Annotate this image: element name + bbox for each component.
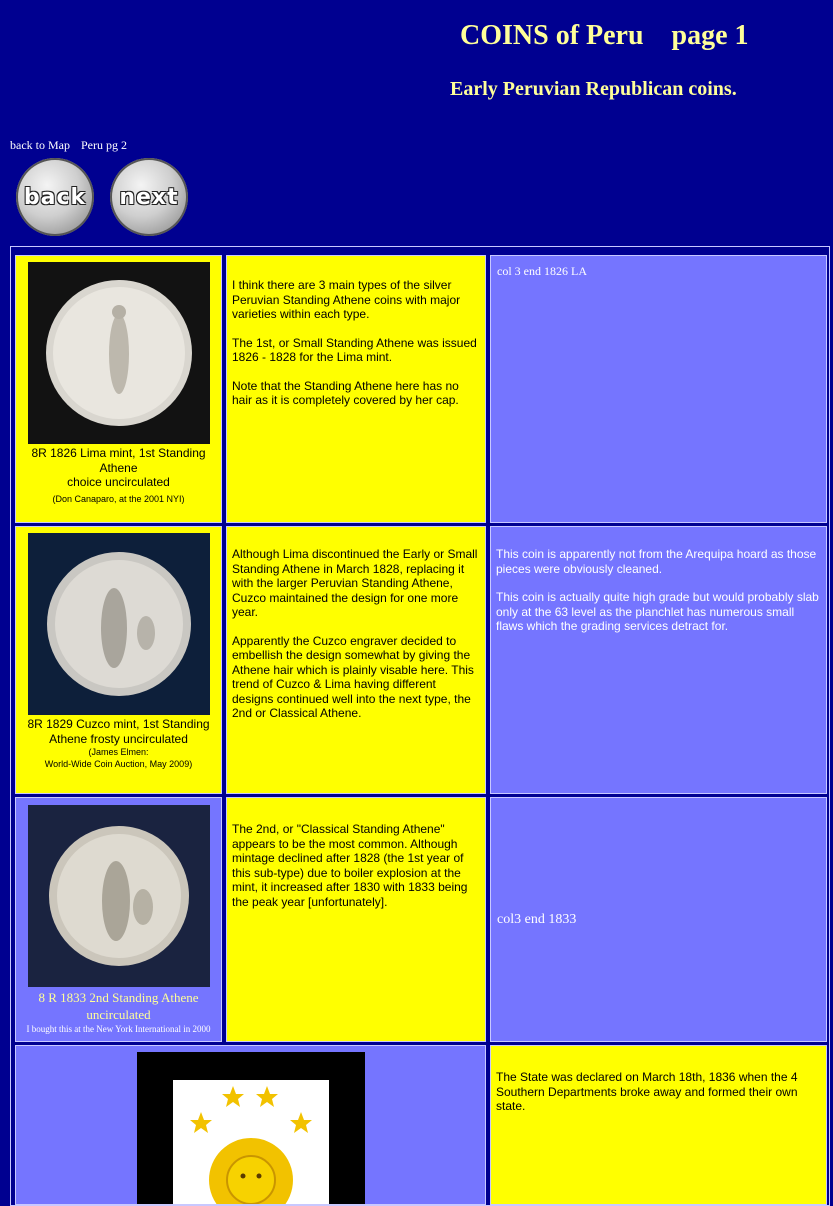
back-to-map-link[interactable]: back to Map	[10, 138, 70, 152]
row4-col3-text: The State was declared on March 18th, 1836 when the 4 Southern Departments broke away and formed their own state.	[496, 1070, 798, 1113]
back-coin-button[interactable]: back	[16, 158, 94, 236]
row3-desc-cell	[226, 797, 486, 1042]
nav-links	[10, 138, 135, 153]
row2-col3-p2: This coin is actually quite high grade but would probably slab only at the 63 level as the planchlet has numerous small flaws which the grading services detract for.	[496, 590, 819, 633]
next-coin-button[interactable]: next	[110, 158, 188, 236]
row1-image-cell	[15, 255, 222, 523]
coin-1826-lima-photo	[28, 262, 210, 444]
row2-desc-p1: Although Lima discontinued the Early or Small Standing Athene in March 1828, replacing it with the larger Peruvian Standing Athene, Cuzco maintained the design for one more year.	[232, 547, 478, 619]
page-title: COINS of Peru page 1	[460, 20, 749, 51]
row1-credit: (Don Canaparo, at the 2001 NYI)	[52, 493, 185, 504]
row1-desc-cell	[226, 255, 486, 523]
row2-desc-cell	[226, 526, 486, 794]
row1-desc-p3: Note that the Standing Athene here has no hair as it is completely covered by her cap.	[232, 378, 459, 407]
row2-credit-2: World-Wide Coin Auction, May 2009)	[44, 759, 193, 769]
row2-col3-cell	[490, 526, 827, 794]
coin-1829-cuzco-photo	[28, 533, 210, 715]
row3-caption: 8 R 1833 2nd Standing Athene uncirculated	[38, 990, 199, 1022]
row2-credit-1: (James Elmen:	[88, 747, 149, 757]
row3-credit: I bought this at the New York International in 2000	[26, 1024, 211, 1034]
row3-image-cell	[15, 797, 222, 1042]
row4-col3-cell	[490, 1045, 827, 1205]
row4-image-cell	[15, 1045, 486, 1205]
row2-caption: 8R 1829 Cuzco mint, 1st Standing Athene frosty uncirculated	[27, 717, 210, 746]
coin-table	[10, 246, 830, 1206]
row1-caption-grade: choice uncirculated	[67, 475, 170, 489]
row3-col3-cell	[490, 797, 827, 1042]
coin-1833-photo	[28, 805, 210, 987]
peru-pg2-link[interactable]: Peru pg 2	[80, 138, 127, 152]
row2-image-cell	[15, 526, 222, 794]
row3-col3-text: col3 end 1833	[497, 911, 577, 927]
row2-col3-p1: This coin is apparently not from the Arequipa hoard as those pieces were obviously cleaned.	[496, 547, 817, 576]
row1-caption: 8R 1826 Lima mint, 1st Standing Athene	[31, 446, 206, 475]
page-subtitle: Early Peruvian Republican coins.	[450, 78, 737, 100]
row2-desc-p2: Apparently the Cuzco engraver decided to embellish the design somewhat by giving the Athene hair which is plainly visable here. This trend of Cuzco & Lima having different designs continued well into the next type, the 2nd or Classical Athene.	[232, 633, 474, 720]
row1-desc-p2: The 1st, or Small Standing Athene was issued 1826 - 1828 for the Lima mint.	[232, 335, 477, 364]
row1-col3-cell	[490, 255, 827, 523]
row1-desc-p1: I think there are 3 main types of the silver Peruvian Standing Athene coins with major varieties within each type.	[232, 278, 461, 321]
sun-emblem-image	[137, 1052, 365, 1205]
row1-col3-text: col 3 end 1826 LA	[497, 264, 587, 278]
row3-desc: The 2nd, or "Classical Standing Athene" appears to be the most common. Although mintage declined after 1828 (the 1st year of this sub-type) due to boiler explosion at the mint, it increased after 1830 with 1833 being the peak year [unfortunately].	[232, 822, 468, 909]
